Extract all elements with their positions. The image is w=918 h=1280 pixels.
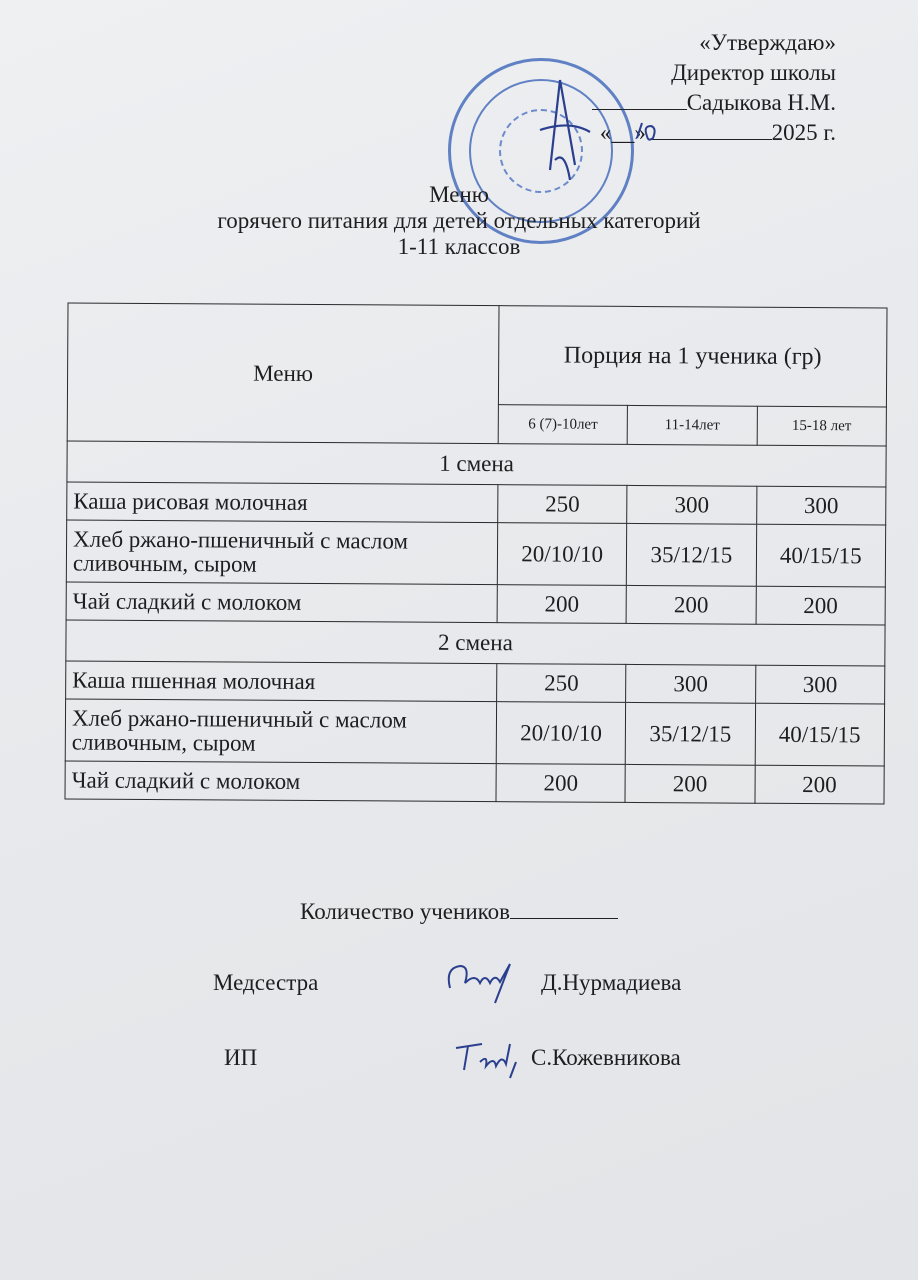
table-row	[66, 661, 885, 704]
portion-value: 200	[497, 585, 627, 624]
title-menu: Меню	[429, 182, 489, 207]
portion-value: 200	[626, 585, 756, 624]
menu-table	[64, 303, 887, 805]
portion-value: 200	[496, 764, 626, 803]
portion-value: 40/15/15	[756, 524, 886, 587]
portion-value: 35/12/15	[626, 702, 756, 765]
portion-value: 200	[755, 765, 885, 804]
portion-value: 35/12/15	[627, 523, 757, 586]
table-row	[65, 699, 884, 766]
header-portion: Порция на 1 ученика (гр)	[498, 306, 887, 407]
header-age-1: 6 (7)-10лет	[498, 405, 628, 445]
shift-1-label: 1 смена	[67, 441, 886, 487]
header-age-2: 11-14лет	[627, 405, 757, 445]
dish-name: Хлеб ржано-пшеничный с маслом сливочным, сыром	[65, 699, 496, 764]
director-signature-icon	[520, 70, 610, 200]
portion-value: 250	[498, 485, 628, 524]
portion-value: 20/10/10	[497, 523, 627, 586]
header-menu: Меню	[67, 303, 499, 444]
date-month-handwritten-icon	[633, 118, 663, 144]
title-grades: 1-11 классов	[397, 234, 521, 259]
dish-name: Каша пшенная молочная	[66, 661, 497, 702]
dish-name: Чай сладкий с молоком	[65, 761, 496, 802]
portion-value: 200	[756, 586, 886, 625]
table-row	[65, 761, 884, 804]
signature-role-nurse: Медсестра	[213, 970, 319, 995]
dish-name: Каша рисовая молочная	[67, 482, 498, 523]
dish-name: Чай сладкий с молоком	[66, 582, 497, 623]
approval-heading: «Утверждаю»	[699, 30, 836, 55]
table-row	[67, 482, 886, 525]
student-count-blank	[510, 898, 618, 919]
nurse-signature-icon	[440, 958, 530, 1008]
approval-date: «__» 2025 г.	[599, 120, 836, 145]
approval-name: Садыкова Н.М.	[592, 88, 836, 118]
table-row	[66, 520, 885, 587]
date-month-line	[652, 121, 772, 140]
ip-signature-icon	[452, 1038, 532, 1082]
title-subtitle: горячего питания для детей отдельных категорий	[217, 208, 701, 233]
approval-block	[592, 28, 836, 148]
portion-value: 200	[625, 764, 755, 803]
portion-value: 40/15/15	[755, 703, 885, 766]
signature-name-nurse: Д.Нурмадиева	[541, 970, 682, 995]
portion-value: 300	[755, 665, 885, 704]
approval-position: Директор школы	[671, 60, 836, 85]
portion-value: 300	[626, 664, 756, 703]
portion-value: 250	[497, 664, 627, 703]
table-row	[66, 582, 885, 625]
portion-value: 300	[756, 486, 886, 525]
student-count	[0, 898, 918, 925]
dish-name: Хлеб ржано-пшеничный с маслом сливочным, сыром	[66, 520, 497, 585]
signature-name-ip: С.Кожевникова	[531, 1045, 681, 1070]
signature-role-ip: ИП	[224, 1045, 258, 1070]
header-age-3: 15-18 лет	[757, 406, 887, 446]
student-count-label: Количество учеников	[300, 899, 510, 924]
portion-value: 300	[627, 485, 757, 524]
portion-value: 20/10/10	[496, 702, 626, 765]
shift-2-label: 2 смена	[66, 620, 885, 666]
document-title	[0, 182, 918, 260]
